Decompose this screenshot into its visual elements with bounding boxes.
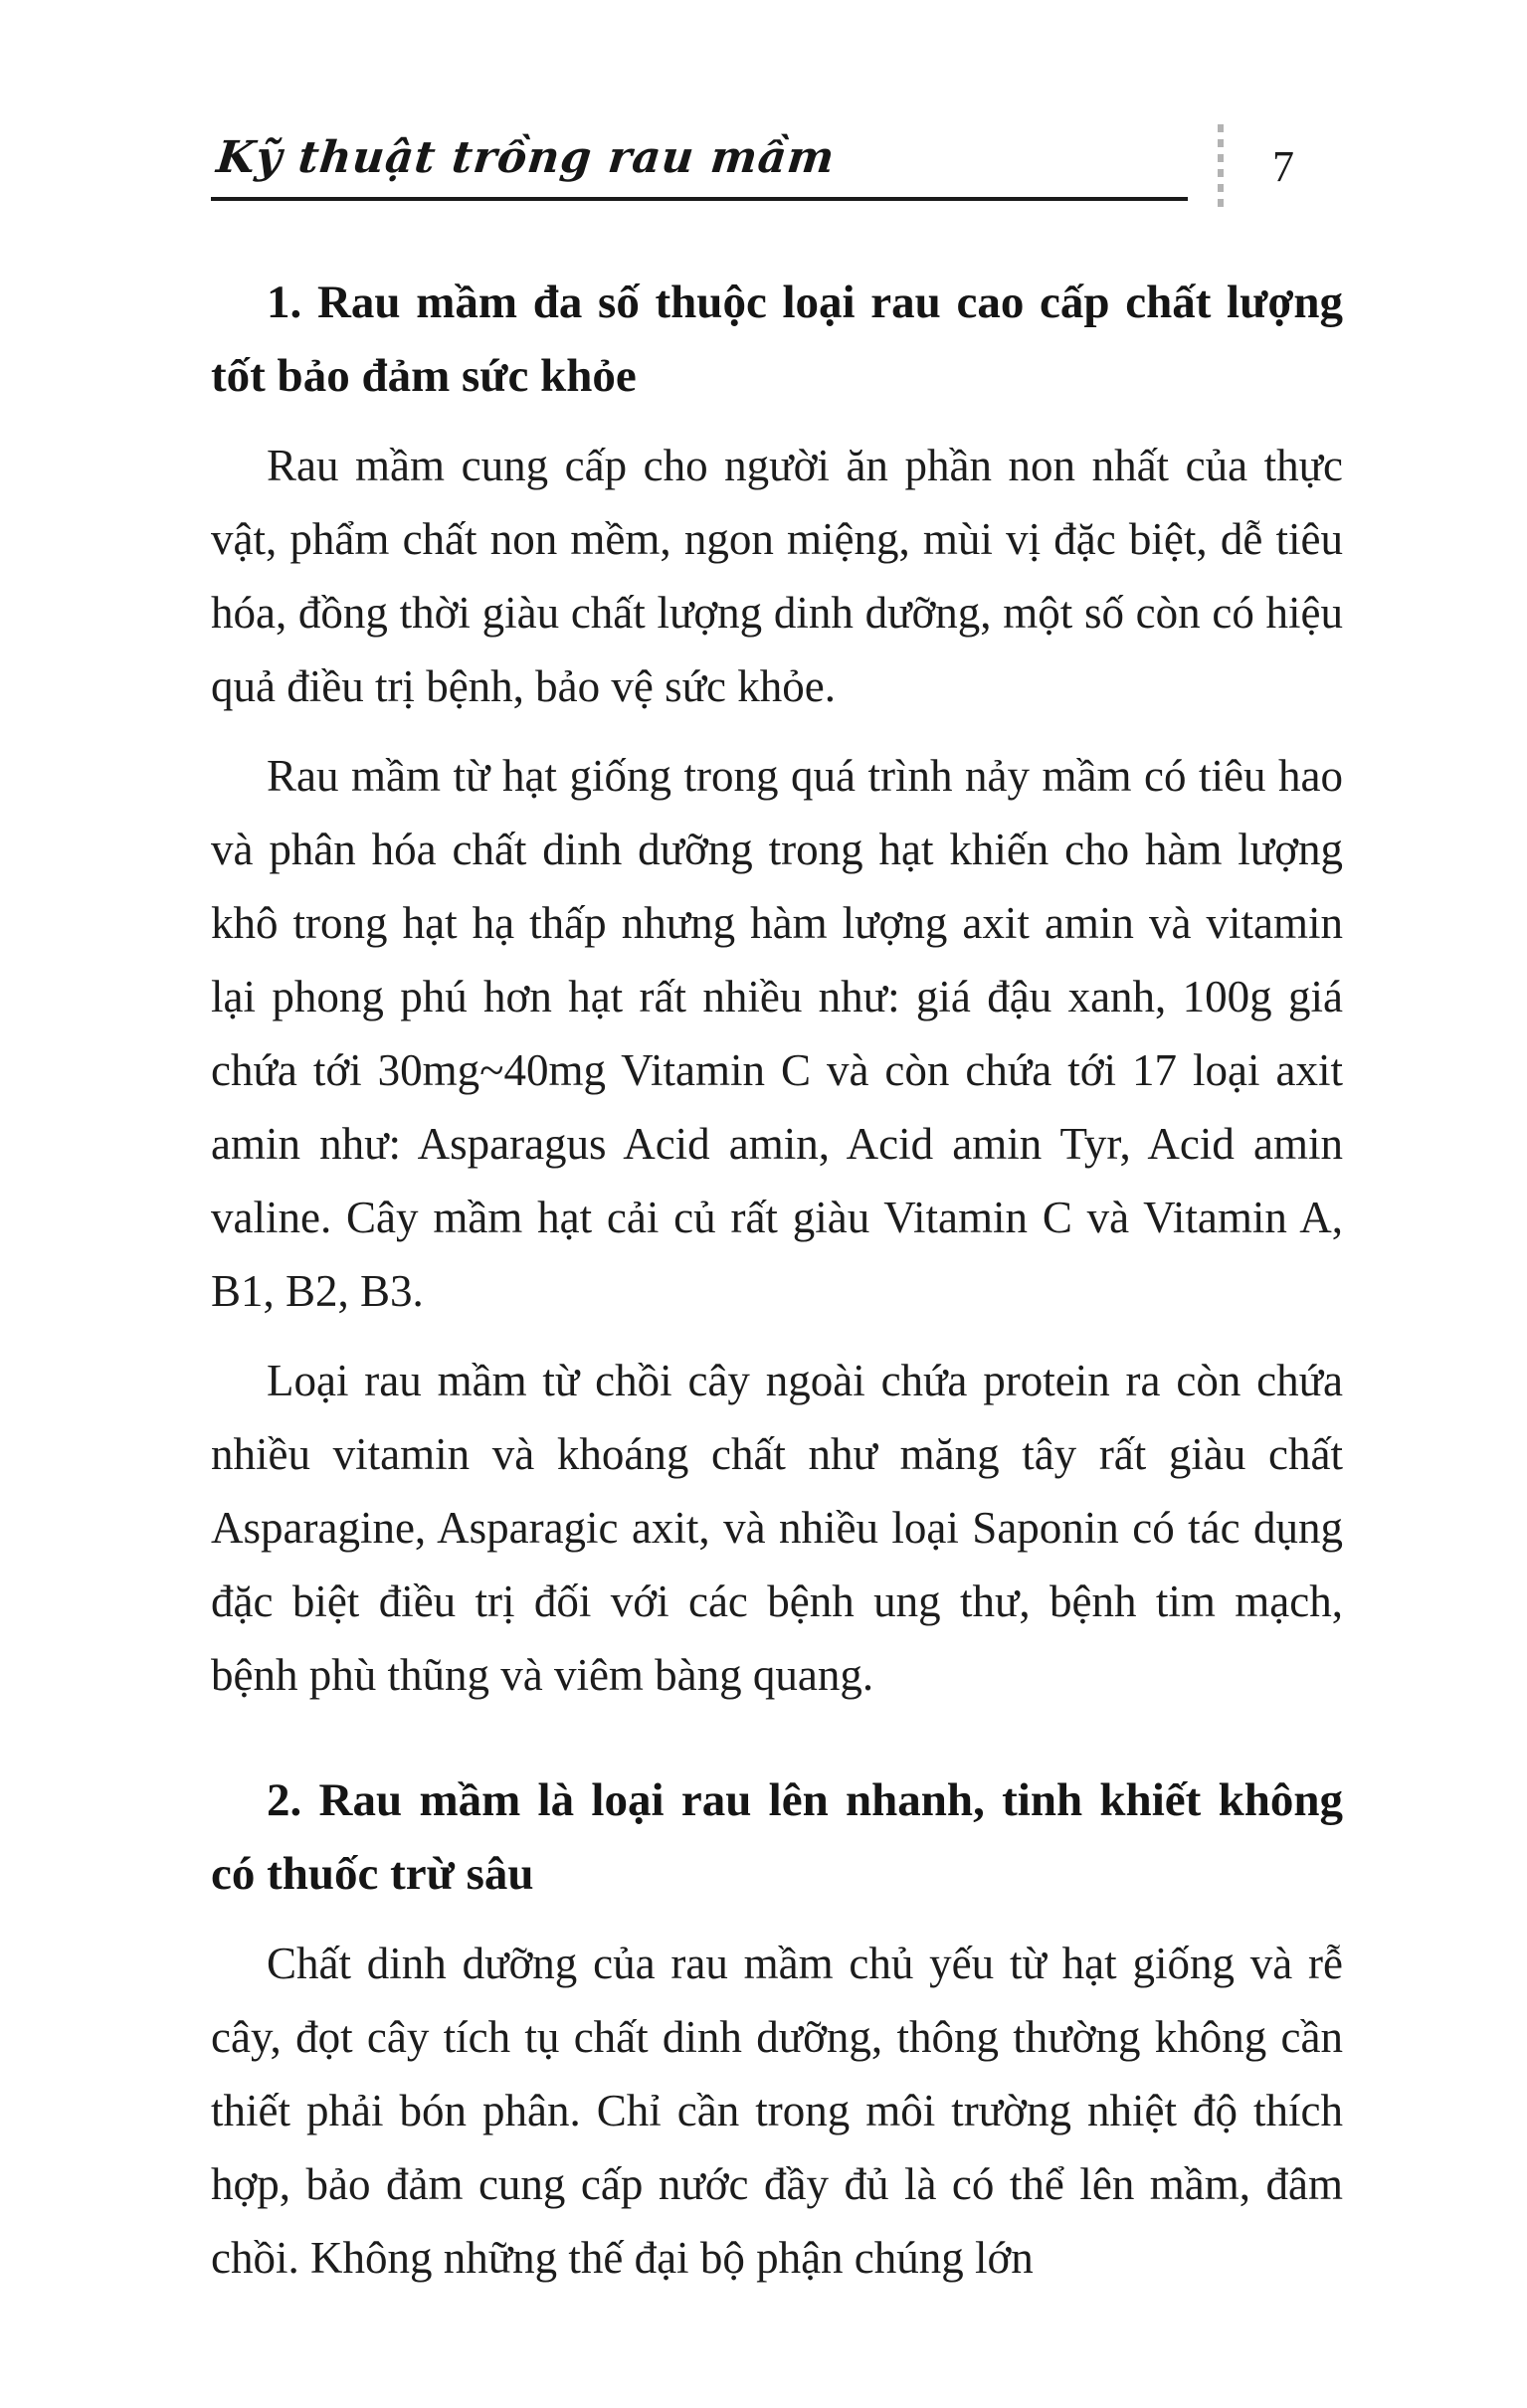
section-heading-1: 1. Rau mầm đa số thuộc loại rau cao cấp chất lượng tốt bảo đảm sức khỏe [211,277,1343,402]
page-body [211,266,1343,2295]
paragraph: Loại rau mầm từ chồi cây ngoài chứa protein ra còn chứa nhiều vitamin và khoáng chất như măng tây rất giàu chất Asparagine, Asparagic axit, và nhiều loại Saponin có tác dụng đặc biệt điều trị đối với các bệnh ung thư, bệnh tim mạch, bệnh phù thũng và viêm bàng quang. [211,1356,1343,1700]
header-rule [211,132,1188,201]
paragraph: Rau mầm cung cấp cho người ăn phần non nhất của thực vật, phẩm chất non mềm, ngon miệng, mùi vị đặc biệt, dễ tiêu hóa, đồng thời giàu chất lượng dinh dưỡng, một số còn có hiệu quả điều trị bệnh, bảo vệ sức khỏe. [211,441,1343,711]
page-number: 7 [1272,141,1294,191]
running-title: Kỹ thuật trồng rau mầm [214,131,838,183]
paragraph: Rau mầm từ hạt giống trong quá trình nảy mầm có tiêu hao và phân hóa chất dinh dưỡng trong hạt khiến cho hàm lượng khô trong hạt hạ thấp nhưng hàm lượng axit amin và vitamin lại phong phú hơn hạt rất nhiều như: giá đậu xanh, 100g giá chứa tới 30mg~40mg Vitamin C và còn chứa tới 17 loại axit amin như: Asparagus Acid amin, Acid amin Tyr, Acid amin valine. Cây mầm hạt cải củ rất giàu Vitamin C và Vitamin A, B1, B2, B3. [211,751,1343,1316]
paragraph: Chất dinh dưỡng của rau mầm chủ yếu từ hạt giống và rễ cây, đọt cây tích tụ chất dinh dưỡng, thông thường không cần thiết phải bón phân. Chỉ cần trong môi trường nhiệt độ thích hợp, bảo đảm cung cấp nước đầy đủ là có thể lên mầm, đâm chồi. Không những thế đại bộ phận chúng lớn [211,1939,1343,2283]
page-header [211,124,1343,208]
section-heading-2: 2. Rau mầm là loại rau lên nhanh, tinh khiết không có thuốc trừ sâu [211,1774,1343,1900]
